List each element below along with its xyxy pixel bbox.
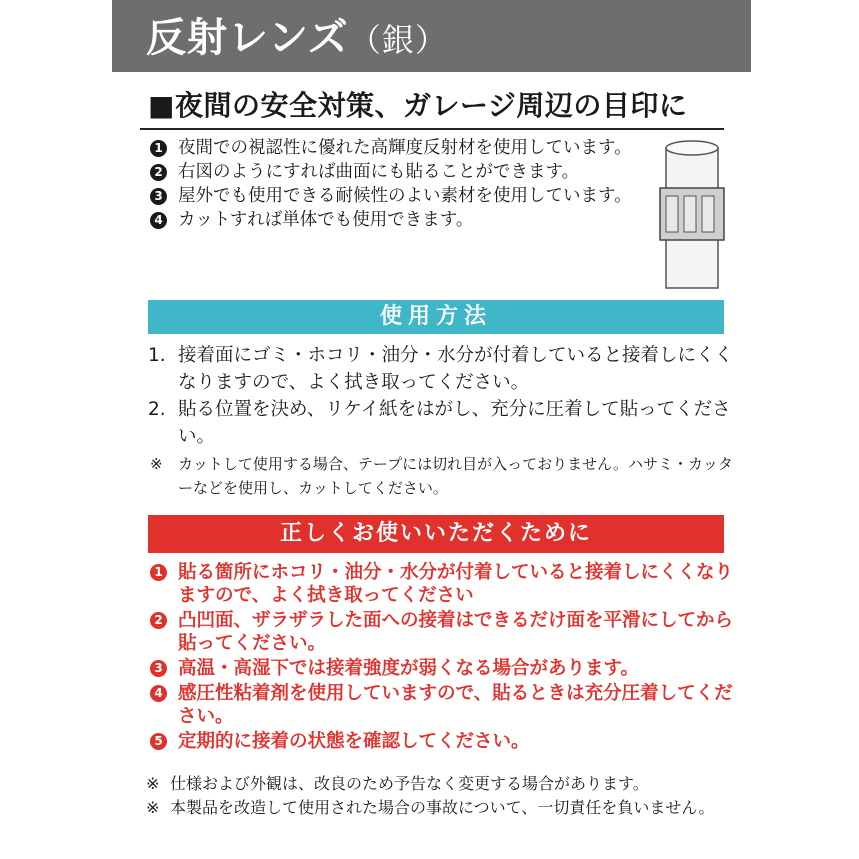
caution-item: 1 貼る箇所にホコリ・油分・水分が付着していると接着しにくくなりますので、よく拭き取ってください [150, 561, 740, 607]
header-banner [112, 0, 751, 72]
page-title: 反射レンズ（銀） [146, 15, 448, 61]
caution-item: 5 定期的に接着の状態を確認してください。 [150, 730, 740, 753]
caution-list [150, 561, 740, 755]
feature-item: 2 右図のようにすれば曲面にも貼ることができます。 [150, 160, 650, 184]
usage-list [148, 342, 738, 500]
usage-heading: 使用方法 [148, 300, 724, 334]
caution-item: 2 凸凹面、ザラザラした面への接着はできるだけ面を平滑にしてから貼ってください。 [150, 609, 740, 655]
number-badge: 1 [150, 140, 167, 157]
feature-item: 3 屋外でも使用できる耐候性のよい素材を使用しています。 [150, 184, 650, 208]
footnote: ※ 仕様および外観は、改良のため予告なく変更する場合があります。 [146, 774, 649, 793]
footnotes [146, 772, 746, 820]
number-badge: 4 [150, 685, 167, 702]
number-badge: 5 [150, 733, 167, 750]
usage-item: 2. 貼る位置を決め、リケイ紙をはがし、充分に圧着して貼ってください。 [148, 399, 731, 447]
feature-item: 4 カットすれば単体でも使用できます。 [150, 208, 650, 232]
number-badge: 4 [150, 212, 167, 229]
cylinder-illustration [656, 138, 728, 290]
number-badge: 3 [150, 188, 167, 205]
feature-item: 1 夜間での視認性に優れた高輝度反射材を使用しています。 [150, 136, 650, 160]
usage-note: ※ カットして使用する場合、テープには切れ目が入っておりません。ハサミ・カッターなどを使用し、カットしてください。 [150, 455, 733, 497]
usage-item: 1. 接着面にゴミ・ホコリ・油分・水分が付着していると接着しにくくなりますので、よく拭き取ってください。 [148, 345, 734, 393]
divider [140, 128, 724, 130]
caution-item: 3 高温・高湿下では接着強度が弱くなる場合があります。 [150, 657, 740, 680]
caution-item: 4 感圧性粘着剤を使用していますので、貼るときは充分圧着してください。 [150, 682, 740, 728]
subtitle: ■夜間の安全対策、ガレージ周辺の目印に [148, 89, 688, 122]
number-badge: 1 [150, 564, 167, 581]
footnote: ※ 本製品を改造して使用された場合の事故について、一切責任を負いません。 [146, 798, 715, 817]
number-badge: 3 [150, 660, 167, 677]
title-suffix: （銀） [348, 21, 448, 59]
feature-list [150, 136, 650, 232]
number-badge: 2 [150, 164, 167, 181]
caution-heading: 正しくお使いいただくために [148, 515, 724, 553]
number-badge: 2 [150, 612, 167, 629]
